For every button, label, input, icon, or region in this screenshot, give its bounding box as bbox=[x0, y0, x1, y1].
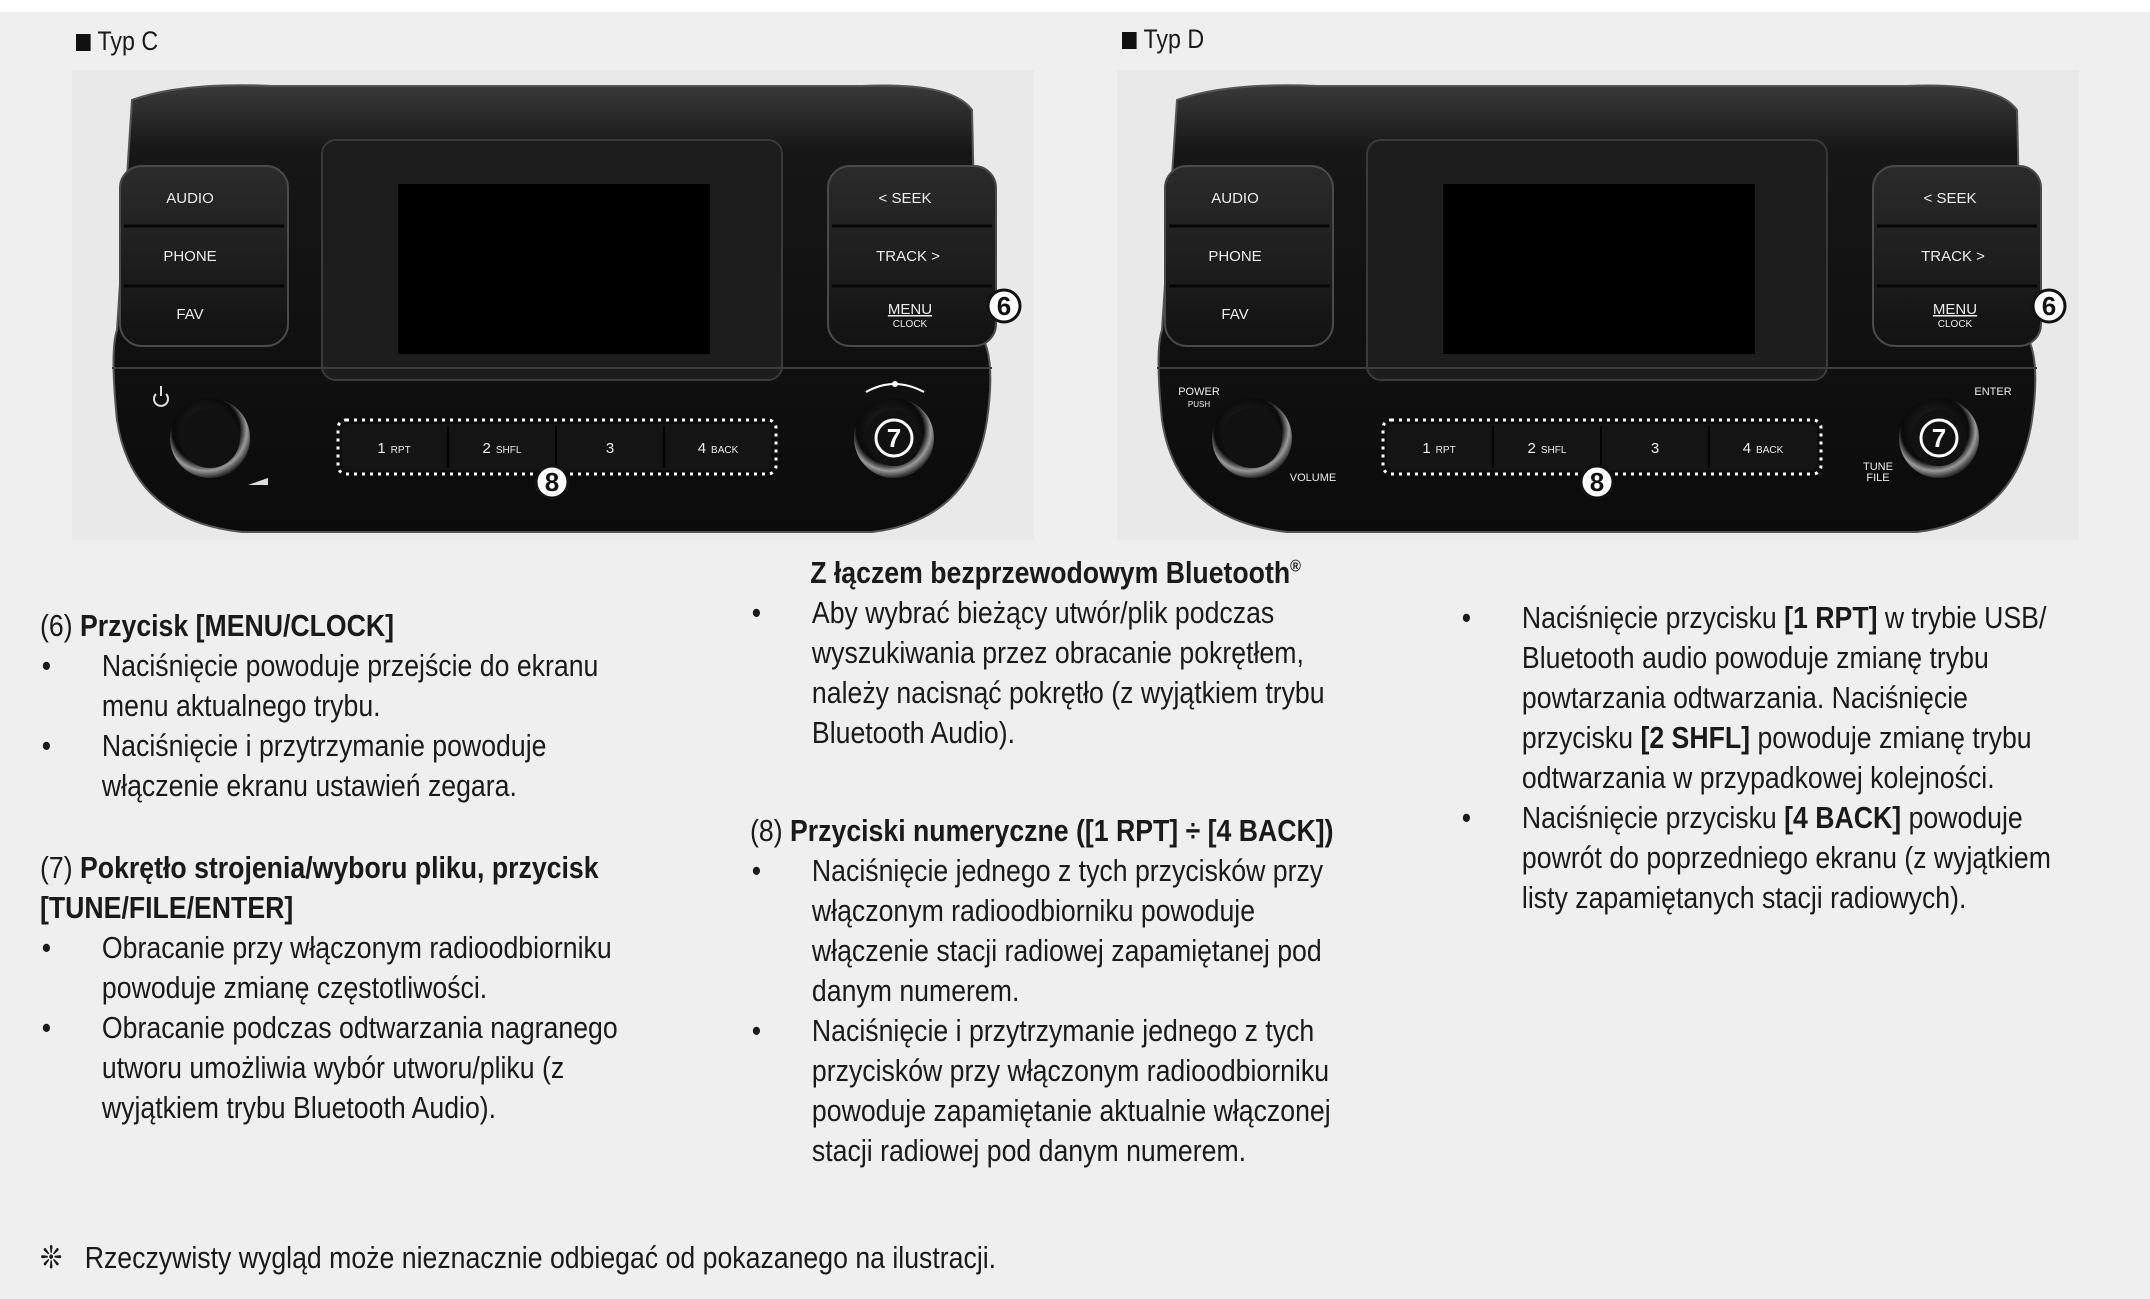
type-d-label: Typ D bbox=[1122, 24, 1204, 55]
volume-label: VOLUME bbox=[1289, 472, 1337, 484]
power-volume-knob[interactable] bbox=[1212, 398, 1292, 478]
preset-3[interactable]: 3 bbox=[605, 440, 615, 457]
section-8-heading: (8) Przyciski numeryczne ([1 RPT] ÷ [4 BACK]) bbox=[750, 813, 1334, 848]
bullet-icon: • bbox=[1461, 800, 1472, 835]
file-label: FILE bbox=[1866, 472, 1890, 484]
middle-column bbox=[750, 553, 1352, 1171]
preset-4-back[interactable]: 4 BACK bbox=[1742, 440, 1784, 457]
left-column bbox=[40, 606, 642, 1128]
footnote: ❊ Rzeczywisty wygląd może nieznacznie odbiegać od pokazanego na ilustracji. bbox=[40, 1240, 997, 1275]
phone-button[interactable]: PHONE bbox=[163, 248, 217, 265]
fav-button[interactable]: FAV bbox=[176, 306, 204, 323]
tune-label: TUNE bbox=[1863, 461, 1893, 473]
section-7-heading: (7) Pokrętło strojenia/wyboru pliku, przycisk [TUNE/FILE/ENTER] bbox=[40, 850, 599, 925]
preset-2-shfl[interactable]: 2 SHFL bbox=[1527, 440, 1567, 457]
preset-3[interactable]: 3 bbox=[1650, 440, 1660, 457]
bullet-icon: • bbox=[751, 595, 762, 630]
list-item: • Aby wybrać bieżący utwór/plik podczas wyszukiwania przez obracanie pokrętłem, należy nacisnąć pokrętło (z wyjątkiem trybu Bluetooth Audio). bbox=[751, 595, 1325, 750]
bullet-icon: • bbox=[1461, 600, 1472, 635]
bluetooth-heading: Z łączem bezprzewodowym Bluetooth® bbox=[810, 555, 1301, 590]
svg-text:8: 8 bbox=[1589, 467, 1605, 497]
clock-label: CLOCK bbox=[892, 319, 928, 330]
preset-4-back[interactable]: 4 BACK bbox=[697, 440, 739, 457]
list-item: • Obracanie przy włączonym radioodbiorniku powoduje zmianę częstotliwości. bbox=[41, 930, 612, 1005]
preset-2-shfl[interactable]: 2 SHFL bbox=[482, 440, 522, 457]
list-item: • Naciśnięcie i przytrzymanie jednego z tych przycisków przy włączonym radioodbiorniku powoduje zapamiętanie aktualnie włączonej stacji radiowej pod danym numerem. bbox=[751, 1013, 1331, 1168]
bullet-icon: • bbox=[41, 648, 52, 683]
list-item: • Obracanie podczas odtwarzania nagranego utworu umożliwia wybór utworu/pliku (z wyjątkiem trybu Bluetooth Audio). bbox=[41, 1010, 618, 1125]
bullet-icon: • bbox=[41, 1010, 52, 1045]
svg-text:6: 6 bbox=[2041, 291, 2057, 321]
audio-button[interactable]: AUDIO bbox=[166, 190, 214, 207]
svg-text:8: 8 bbox=[544, 467, 560, 497]
track-button[interactable]: TRACK > bbox=[1921, 248, 1985, 265]
list-item: • Naciśnięcie i przytrzymanie powoduje włączenie ekranu ustawień zegara. bbox=[41, 728, 547, 803]
push-label: PUSH bbox=[1187, 400, 1211, 409]
preset-1-rpt[interactable]: 1 RPT bbox=[1422, 440, 1456, 457]
bullet-icon: • bbox=[751, 853, 762, 888]
radio-unit-typ-d bbox=[1117, 80, 2079, 540]
clock-label: CLOCK bbox=[1937, 319, 1973, 330]
preset-1-rpt[interactable]: 1 RPT bbox=[377, 440, 411, 457]
svg-text:7: 7 bbox=[1931, 423, 1947, 453]
section-6-heading: (6) Przycisk [MENU/CLOCK] bbox=[40, 608, 395, 643]
type-c-label: Typ C bbox=[76, 26, 158, 57]
square-marker-icon bbox=[76, 34, 91, 51]
list-item: • Naciśnięcie przycisku [1 RPT] w trybie USB/ Bluetooth audio powoduje zmianę trybu powtarzania odtwarzania. Naciśnięcie przycisku [2 SHFL] powoduje zmianę trybu odtwarzania w przypadkowej kolejności. bbox=[1461, 600, 2047, 795]
bullet-icon: • bbox=[41, 930, 52, 965]
top-strip bbox=[0, 0, 2150, 12]
enter-label: ENTER bbox=[1974, 386, 2012, 398]
svg-text:6: 6 bbox=[996, 291, 1012, 321]
list-item: • Naciśnięcie przycisku [4 BACK] powoduje powrót do poprzedniego ekranu (z wyjątkiem listy zapamiętanych stacji radiowych). bbox=[1461, 800, 2051, 915]
seek-button[interactable]: < SEEK bbox=[1923, 190, 1977, 207]
list-item: • Naciśnięcie jednego z tych przycisków przy włączonym radioodbiorniku powoduje włączenie stacji radiowej zapamiętanej pod danym numerem. bbox=[751, 853, 1324, 1008]
power-label: POWER bbox=[1178, 386, 1220, 398]
footnote-asterisk-icon: ❊ bbox=[40, 1240, 63, 1275]
bullet-icon: • bbox=[41, 728, 52, 763]
list-item: • Naciśnięcie powoduje przejście do ekranu menu aktualnego trybu. bbox=[41, 648, 599, 723]
menu-button[interactable]: MENU bbox=[1932, 301, 1978, 318]
bullet-icon: • bbox=[751, 1013, 762, 1048]
audio-button[interactable]: AUDIO bbox=[1211, 190, 1259, 207]
menu-button[interactable]: MENU bbox=[887, 301, 933, 318]
square-marker-icon bbox=[1122, 32, 1137, 49]
power-volume-knob[interactable] bbox=[170, 398, 250, 478]
track-button[interactable]: TRACK > bbox=[876, 248, 940, 265]
phone-button[interactable]: PHONE bbox=[1208, 248, 1262, 265]
seek-button[interactable]: < SEEK bbox=[878, 190, 932, 207]
fav-button[interactable]: FAV bbox=[1221, 306, 1249, 323]
radio-unit-typ-c bbox=[72, 80, 1034, 540]
right-column bbox=[1460, 598, 2062, 918]
svg-text:7: 7 bbox=[886, 423, 902, 453]
